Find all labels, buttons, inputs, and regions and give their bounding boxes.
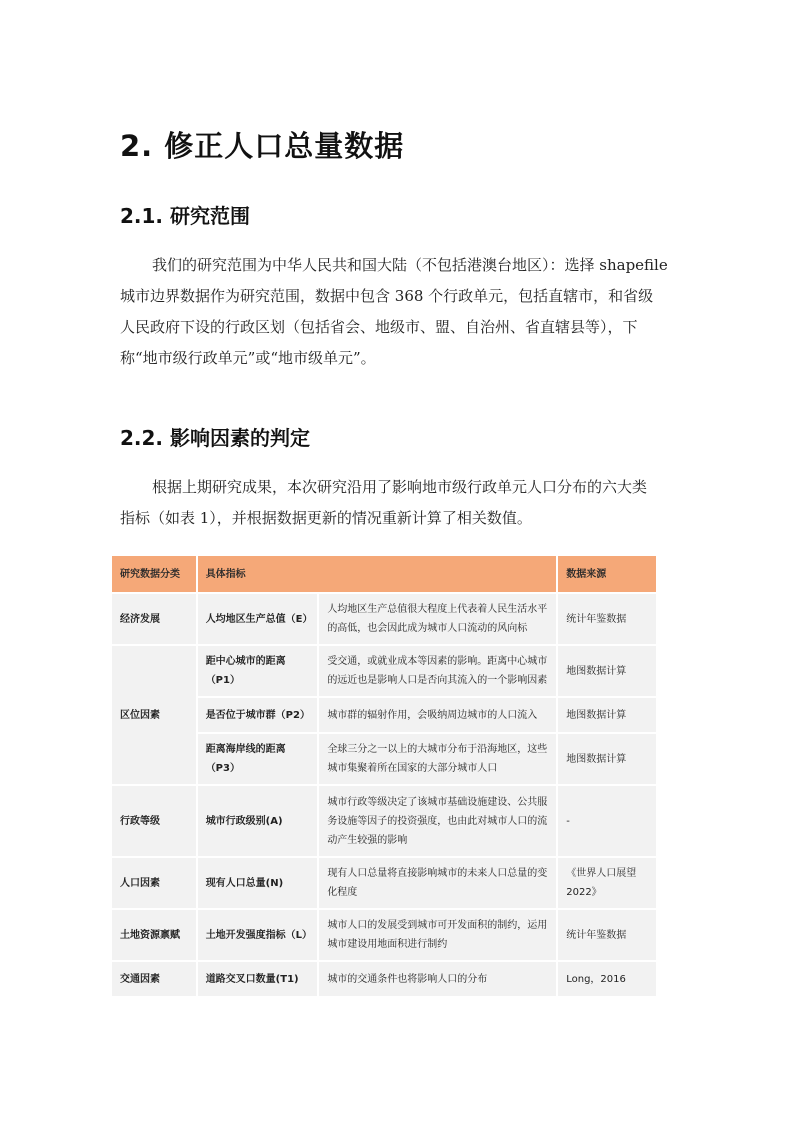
indicator-cell: 城市行政级别(A): [198, 786, 318, 856]
indicator-cell: 是否位于城市群（P2）: [198, 698, 318, 732]
paragraph-line: 指标（如表 1），并根据数据更新的情况重新计算了相关数值。: [120, 509, 532, 527]
category-cell: 土地资源禀赋: [112, 910, 196, 960]
indicator-cell: 人均地区生产总值（E）: [198, 594, 318, 644]
indicator-cell: 现有人口总量(N): [198, 858, 318, 908]
header-source: 数据来源: [558, 556, 656, 592]
description-cell: 全球三分之一以上的大城市分布于沿海地区，这些城市集聚着所在国家的大部分城市人口: [319, 734, 556, 784]
description-cell: 城市行政等级决定了该城市基础设施建设、公共服务设施等因子的投资强度，也由此对城市人口的流动产生较强的影响: [319, 786, 556, 856]
table-row: [112, 646, 656, 696]
category-cell: 经济发展: [112, 594, 196, 644]
header-indicator: 具体指标: [198, 556, 557, 592]
source-cell: 地图数据计算: [558, 646, 656, 696]
paragraph-line: 我们的研究范围为中华人民共和国大陆（不包括港澳台地区）：选择 shapefile: [152, 256, 668, 274]
source-cell: -: [558, 786, 656, 856]
description-cell: 城市的交通条件也将影响人口的分布: [319, 962, 556, 996]
paragraph-line: 人民政府下设的行政区划（包括省会、地级市、盟、自治州、省直辖县等），下: [120, 318, 638, 336]
table-row: [112, 786, 656, 856]
description-cell: 城市群的辐射作用，会吸纳周边城市的人口流入: [319, 698, 556, 732]
source-cell: Long，2016: [558, 962, 656, 996]
description-cell: 受交通，或就业成本等因素的影响。距离中心城市的远近也是影响人口是否向其流入的一个影响因素: [319, 646, 556, 696]
source-cell: 地图数据计算: [558, 698, 656, 732]
indicator-cell: 距离海岸线的距离（P3）: [198, 734, 318, 784]
section-title-factors: 2.2. 影响因素的判定: [120, 426, 310, 450]
section-title-research-scope: 2.1. 研究范围: [120, 204, 250, 228]
category-cell: 人口因素: [112, 858, 196, 908]
indicator-cell: 距中心城市的距离（P1）: [198, 646, 318, 696]
source-cell: 统计年鉴数据: [558, 910, 656, 960]
description-cell: 人均地区生产总值很大程度上代表着人民生活水平的高低，也会因此成为城市人口流动的风向标: [319, 594, 556, 644]
paragraph-line: 城市边界数据作为研究范围，数据中包含 368 个行政单元，包括直辖市，和省级: [120, 287, 654, 305]
paragraph-line: 根据上期研究成果，本次研究沿用了影响地市级行政单元人口分布的六大类: [152, 478, 648, 496]
description-cell: 城市人口的发展受到城市可开发面积的制约，运用城市建设用地面积进行制约: [319, 910, 556, 960]
table-row: [112, 594, 656, 644]
table-row: [112, 858, 656, 908]
table-header-row: [112, 556, 656, 592]
research-scope-paragraph: [120, 250, 674, 374]
source-cell: 地图数据计算: [558, 734, 656, 784]
source-cell: 《世界人口展望 2022》: [558, 858, 656, 908]
factors-paragraph: [120, 472, 674, 534]
table-row: [112, 910, 656, 960]
page-heading: 2. 修正人口总量数据: [120, 129, 405, 163]
paragraph-line: 称“地市级行政单元”或“地市级单元”。: [120, 349, 376, 367]
category-cell: 行政等级: [112, 786, 196, 856]
header-category: 研究数据分类: [112, 556, 196, 592]
category-cell: 交通因素: [112, 962, 196, 996]
description-cell: 现有人口总量将直接影响城市的未来人口总量的变化程度: [319, 858, 556, 908]
indicator-table: [110, 554, 658, 998]
indicator-cell: 土地开发强度指标（L）: [198, 910, 318, 960]
indicator-cell: 道路交叉口数量(T1): [198, 962, 318, 996]
table-row: [112, 962, 656, 996]
category-cell: 区位因素: [112, 646, 196, 784]
source-cell: 统计年鉴数据: [558, 594, 656, 644]
